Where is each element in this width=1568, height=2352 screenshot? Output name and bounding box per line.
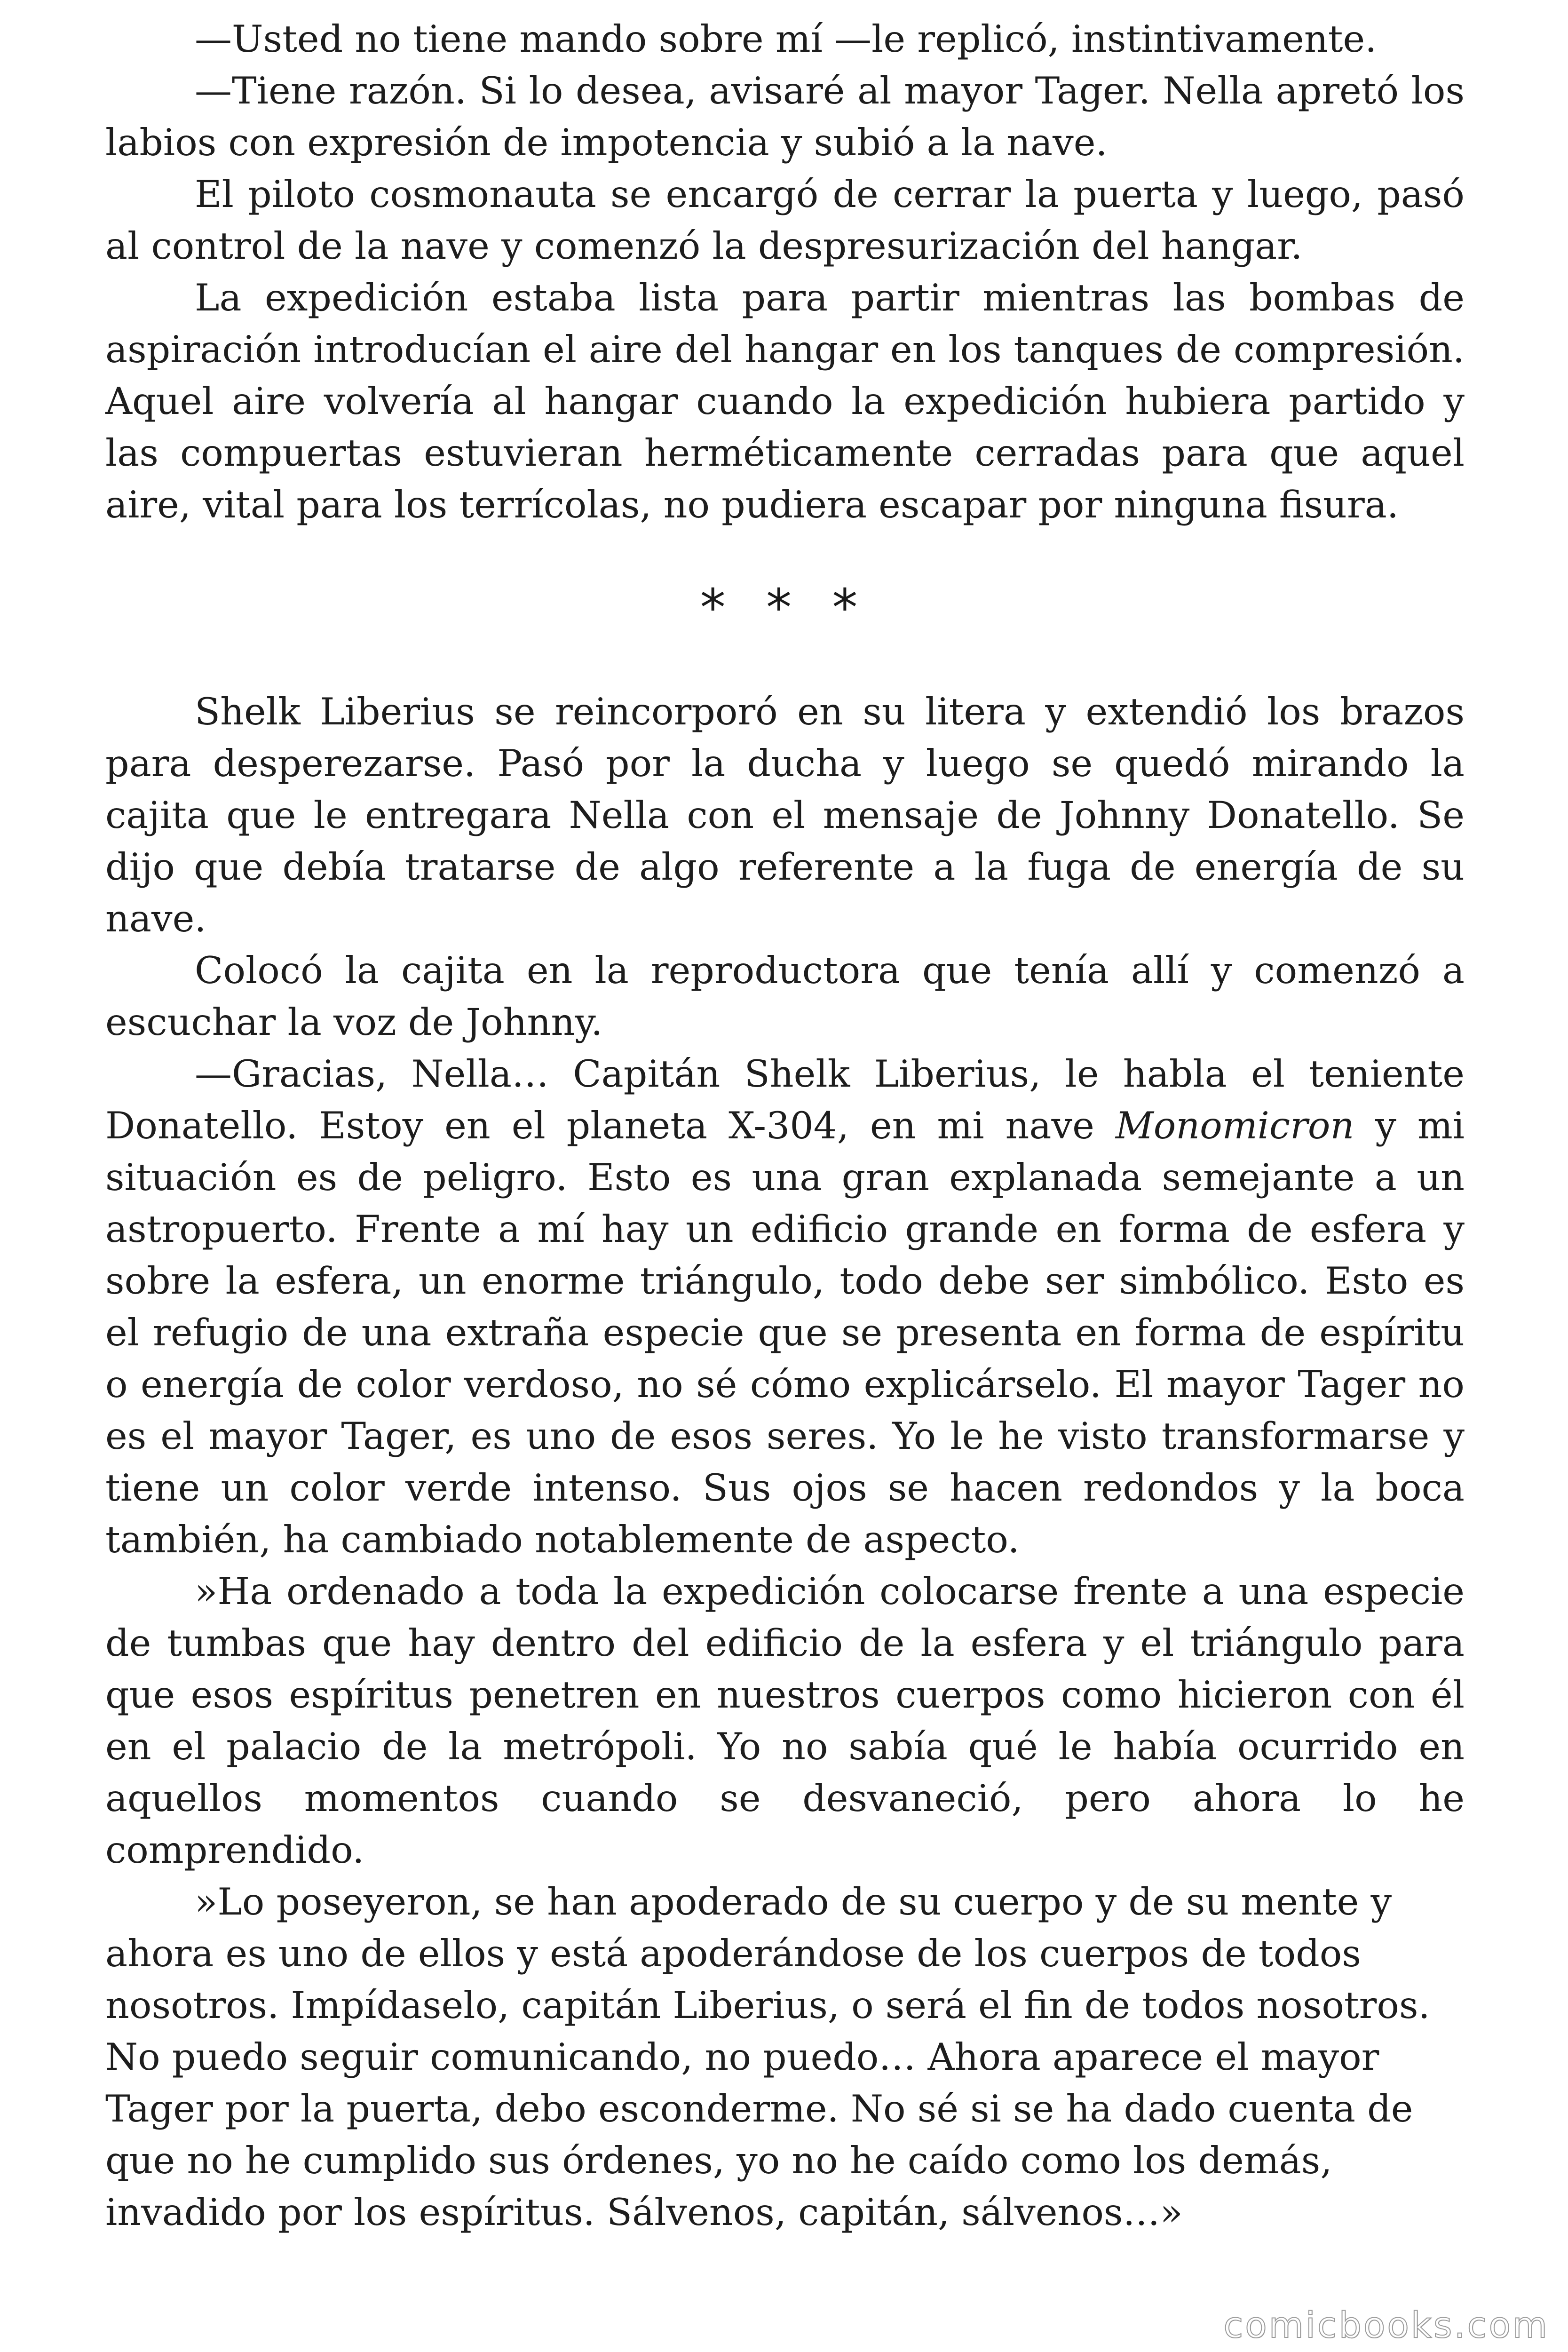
paragraph-ha-ordenado: »Ha ordenado a toda la expedición colocarse frente a una especie de tumbas que hay dentro del edificio de la esfera y el triángulo para que esos espíritus penetren en nuestros cuerpos como hicieron con él en el palacio de la metrópoli. Yo no sabía qué le había ocurrido en aquellos momentos cuando se desvaneció, pero ahora lo he comprendido. [105,1570,1465,1872]
section-separator: * * * [700,579,870,637]
paragraph-shelk-liberius: Shelk Liberius se reincorporó en su litera y extendió los brazos para desperezarse. Pasó por la ducha y luego se quedó mirando la cajita que le entregara Nella con el mensaje de Johnny Donatello. Se dijo que debía tratarse de algo referente a la fuga de energía de su nave. [105,690,1465,940]
paragraph-piloto-cosmonauta: El piloto cosmonauta se encargó de cerrar la puerta y luego, pasó al control de la nave y comenzó la despresurización del hangar. [105,173,1465,268]
watermark-text: comicbooks.com [1223,2304,1549,2346]
ship-name-monomicron: Monomicron [1115,1104,1354,1147]
paragraph-usted-no-tiene: —Usted no tiene mando sobre mí —le replicó, instintivamente. [195,17,1377,61]
johnny-message-start: —Gracias, Nella… Capitán Shelk Liberius, le habla el teniente Donatello. Estoy en el planeta X-304, en mi nave [105,1052,1465,1147]
book-page [105,13,1465,2238]
paragraph-lo-poseyeron: »Lo poseyeron, se han apoderado de su cuerpo y de su mente y ahora es uno de ellos y está apoderándose de los cuerpos de todos nosotros. Impídaselo, capitán Liberius, o será el fin de todos nosotros. No puedo seguir comunicando, no puedo… Ahora aparece el mayor Tager por la puerta, debo esconderme. No sé si se ha dado cuenta de que no he cumplido sus órdenes, yo no he caído como los demás, invadido por los espíritus. Sálvenos, capitán, sálvenos…» [105,1880,1430,2234]
paragraph-coloco-cajita: Colocó la cajita en la reproductora que tenía allí y comenzó a escuchar la voz de Johnny. [105,949,1465,1044]
paragraph-expedicion-lista: La expedición estaba lista para partir mientras las bombas de aspiración introducían el aire del hangar en los tanques de compresión. Aquel aire volvería al hangar cuando la expedición hubiera partido y las compuertas estuvieran herméticamente cerradas para que aquel aire, vital para los terrícolas, no pudiera escapar por ninguna fisura. [105,276,1465,526]
paragraph-johnny-message [105,1048,1465,1565]
paragraph-tiene-razon: —Tiene razón. Si lo desea, avisaré al mayor Tager. Nella apretó los labios con expresión de impotencia y subió a la nave. [105,69,1465,164]
johnny-message-end: y mi situación es de peligro. Esto es una gran explanada semejante a un astropuerto. Frente a mí hay un edificio grande en forma de esfera y sobre la esfera, un enorme triángulo, todo debe ser simbólico. Esto es el refugio de una extraña especie que se presenta en forma de espíritu o energía de color verdoso, no sé cómo explicárselo. El mayor Tager no es el mayor Tager, es uno de esos seres. Yo le he visto transformarse y tiene un color verde intenso. Sus ojos se hacen redondos y la boca también, ha cambiado notablemente de aspecto. [105,1104,1465,1561]
